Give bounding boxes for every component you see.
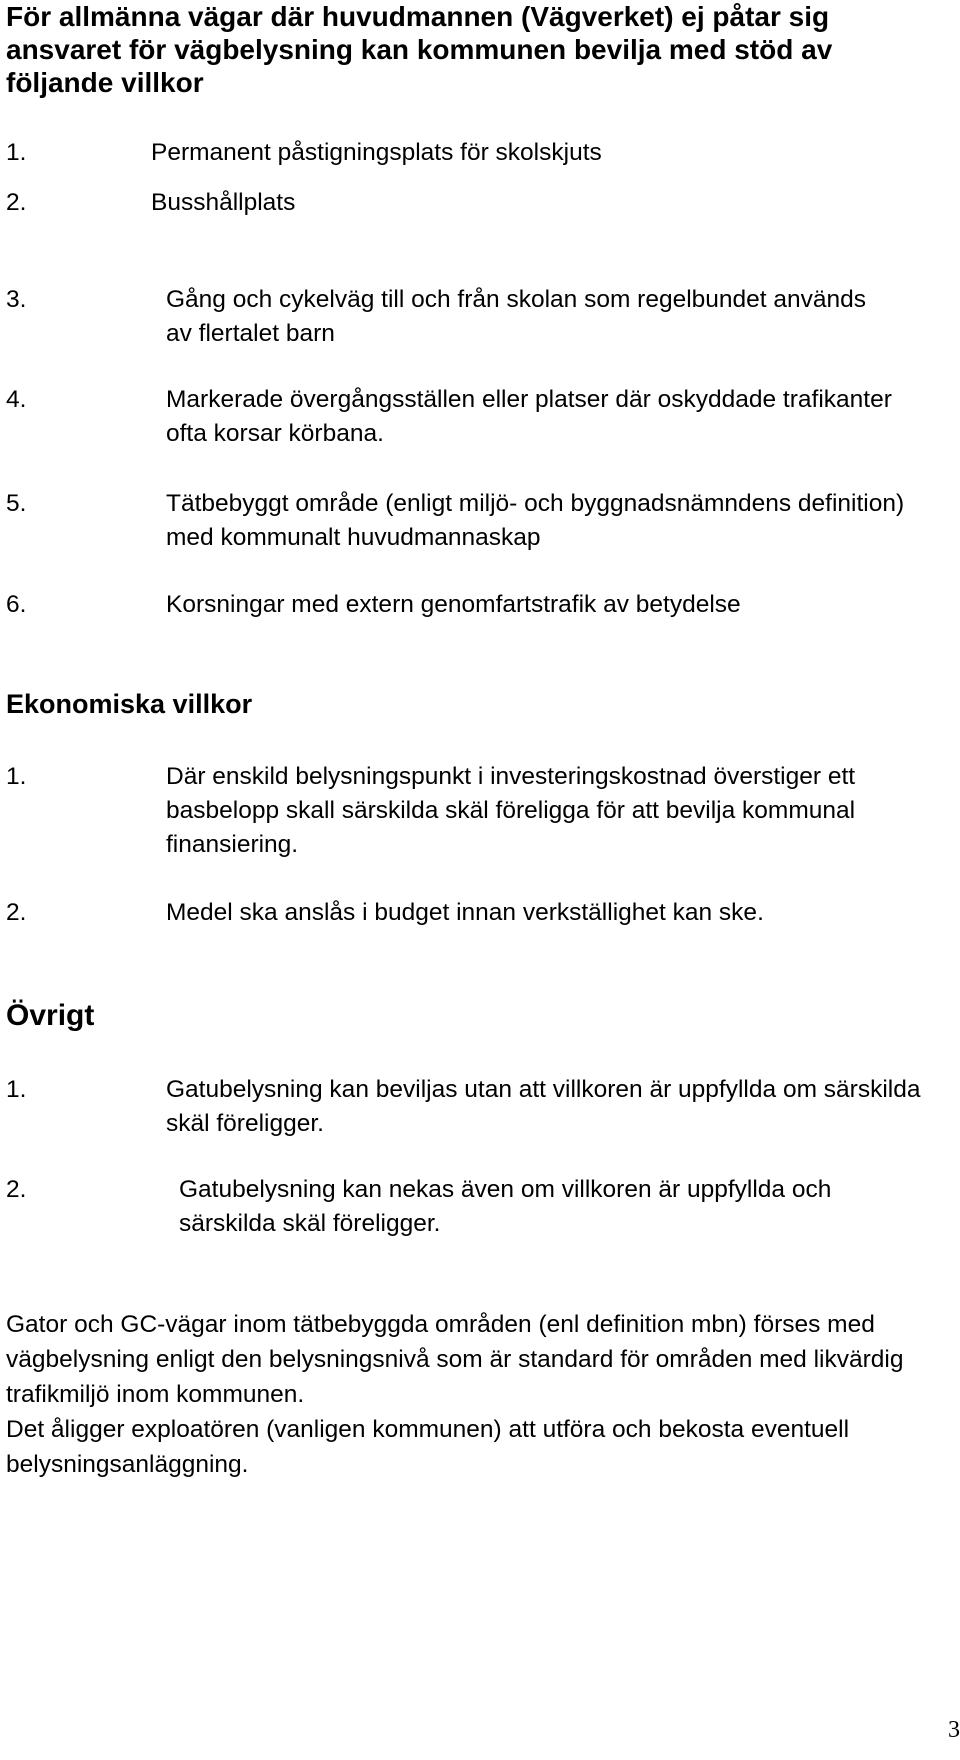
list-item-number: 2. — [6, 899, 27, 926]
economic-conditions-heading: Ekonomiska villkor — [6, 689, 253, 719]
list-item-number: 3. — [6, 286, 27, 313]
body-paragraph: Det åligger exploatören (vanligen kommunen) att utföra och bekosta eventuell belysningsanläggning. — [6, 1416, 850, 1478]
list-item-text: Markerade övergångsställen eller platser där oskyddade trafikanter ofta korsar körbana. — [166, 386, 892, 447]
list-item-number: 2. — [6, 189, 27, 216]
list-item-text: Där enskild belysningspunkt i investeringskostnad överstiger ett basbelopp skall särskilda skäl föreligga för att bevilja kommunal finansiering. — [166, 763, 856, 858]
list-item-number: 1. — [6, 763, 27, 790]
other-heading: Övrigt — [6, 999, 95, 1032]
page-number: 3 — [948, 1717, 960, 1743]
body-paragraph: Gator och GC-vägar inom tätbebyggda områden (enl definition mbn) förses med vägbelysning enligt den belysningsnivå som är standard för områden med likvärdig trafikmiljö inom kommunen. — [6, 1311, 904, 1408]
list-item-text: Medel ska anslås i budget innan verkställighet kan ske. — [166, 899, 764, 926]
list-item-text: Tätbebyggt område (enligt miljö- och byggnadsnämndens definition) med kommunalt huvudmannaskap — [166, 490, 905, 551]
list-item-text: Gatubelysning kan beviljas utan att villkoren är uppfyllda om särskilda skäl föreligger. — [166, 1076, 921, 1137]
list-item-text: Busshållplats — [151, 189, 296, 216]
list-item-text: Gatubelysning kan nekas även om villkoren är uppfyllda och särskilda skäl föreligger. — [179, 1176, 832, 1237]
list-item-number: 6. — [6, 591, 27, 618]
list-item-number: 5. — [6, 490, 27, 517]
list-item-number: 2. — [6, 1176, 27, 1203]
main-heading: För allmänna vägar där huvudmannen (Vägverket) ej påtar sig ansvaret för vägbelysning kan kommunen bevilja med stöd av följande villkor — [6, 1, 833, 98]
list-item-text: Permanent påstigningsplats för skolskjuts — [151, 139, 602, 166]
list-item-number: 4. — [6, 386, 27, 413]
list-item-number: 1. — [6, 1076, 27, 1103]
list-item-text: Korsningar med extern genomfartstrafik av betydelse — [166, 591, 741, 618]
list-item-text: Gång och cykelväg till och från skolan som regelbundet används av flertalet barn — [166, 286, 867, 347]
list-item-number: 1. — [6, 139, 27, 166]
